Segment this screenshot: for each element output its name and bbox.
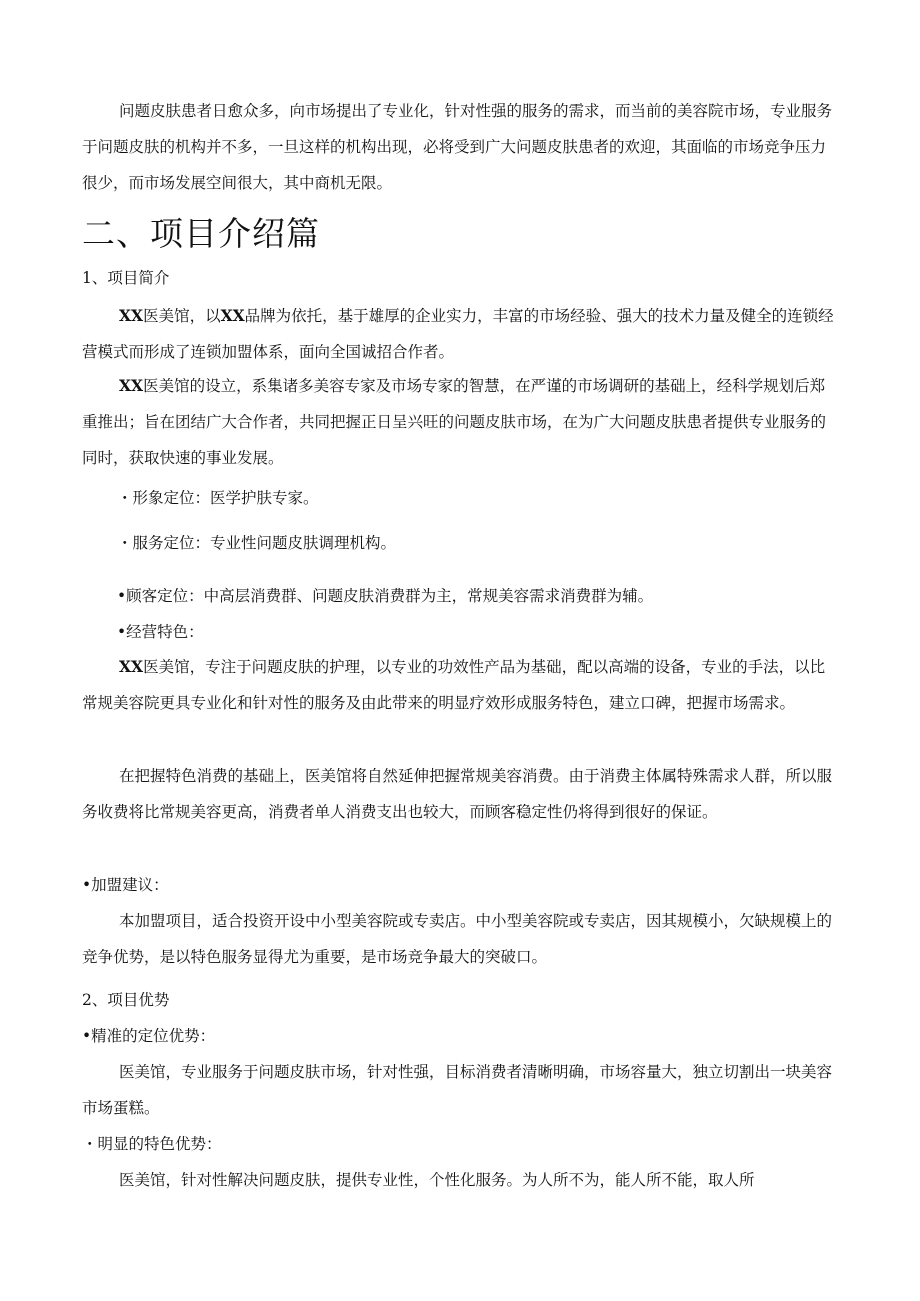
feature-paragraph: [82, 649, 834, 721]
positioning-paragraph: 医美馆，专业服务于问题皮肤市场，针对性强，目标消费者清晰明确，市场容量大，独立切割出一块美容市场蛋糕。: [82, 1063, 833, 1117]
brand-paragraph-rest: 品牌为依托，基于雄厚的企业实力，丰富的市场经验、强大的技术力量及健全的连锁经营模式而形成了连锁加盟体系，面向全国诚招合作者。: [82, 307, 834, 361]
subsection-heading-intro: 1、项目简介: [82, 269, 170, 287]
feature-paragraph-rest: 医美馆，专注于问题皮肤的护理，以专业的功效性产品为基础，配以高端的设备，专业的手法，以比常规美容院更具专业化和针对性的服务及由此带来的明显疗效形成服务特色，建立口碑，把握市场需求。: [82, 658, 826, 712]
bullet-service-positioning: ・服务定位：专业性问题皮肤调理机构。: [117, 534, 397, 552]
establishment-paragraph: [82, 368, 834, 476]
intro-paragraph: 问题皮肤患者日愈众多，向市场提出了专业化，针对性强的服务的需求，而当前的美容院市场，专业服务于问题皮肤的机构并不多，一旦这样的机构出现，必将受到广大问题皮肤患者的欢迎，其面临的市场竞争压力很少，而市场发展空间很大，其中商机无限。: [82, 102, 833, 192]
bullet-image-positioning: ・形象定位：医学护肤专家。: [117, 489, 319, 507]
brand-paragraph-mid: 医美馆，以: [143, 307, 221, 325]
brand-name: XX: [119, 306, 144, 325]
bullet-business-feature: •经营特色：: [117, 623, 204, 641]
brand-name-3: XX: [119, 376, 144, 395]
brand-name-4: XX: [119, 657, 144, 676]
distinct-features-paragraph: 医美馆，针对性解决问题皮肤，提供专业性，个性化服务。为人所不为，能人所不能，取人所: [119, 1171, 755, 1189]
establishment-paragraph-rest: 医美馆的设立，系集诸多美容专家及市场专家的智慧，在严谨的市场调研的基础上，经科学规划后郑重推出；旨在团结广大合作者，共同把握正日呈兴旺的问题皮肤市场，在为广大问题皮肤患者提供专业服务的同时，获取快速的事业发展。: [82, 377, 827, 467]
bullet-franchise-advice: •加盟建议：: [82, 876, 169, 894]
bullet-distinct-features: ・明显的特色优势：: [82, 1135, 222, 1153]
bullet-customer-positioning: •顾客定位：中高层消费群、问题皮肤消费群为主，常规美容需求消费群为辅。: [117, 587, 654, 605]
franchise-paragraph: 本加盟项目，适合投资开设中小型美容院或专卖店。中小型美容院或专卖店，因其规模小，欠缺规模上的竞争优势，是以特色服务显得尤为重要，是市场竞争最大的突破口。: [82, 912, 833, 966]
subsection-heading-advantages: 2、项目优势: [82, 991, 170, 1009]
consumption-paragraph: 在把握特色消费的基础上，医美馆将自然延伸把握常规美容消费。由于消费主体属特殊需求人群，所以服务收费将比常规美容更高，消费者单人消费支出也较大，而顾客稳定性仍将得到很好的保证。: [82, 767, 833, 821]
brand-name-2: XX: [220, 306, 245, 325]
section-heading: 二、项目介绍篇: [82, 214, 320, 253]
bullet-precise-positioning: •精准的定位优势：: [82, 1027, 216, 1045]
brand-paragraph: [82, 298, 834, 370]
